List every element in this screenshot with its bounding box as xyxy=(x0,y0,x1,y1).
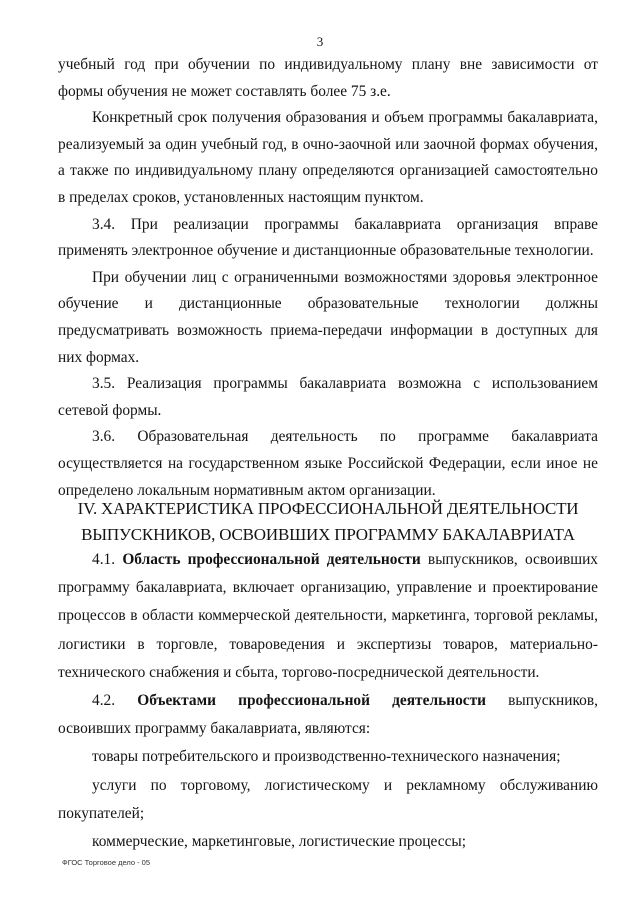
paragraph: 3.5. Реализация программы бакалавриата возможна с использованием сетевой формы. xyxy=(58,375,598,419)
page-number: 3 xyxy=(316,34,324,49)
paragraph: При обучении лиц с ограниченными возможностями здоровья электронное обучение и дистанционные образовательные технологии должны предусматривать возможность приема-передачи информации в доступных для них формах. xyxy=(58,268,598,366)
paragraph: учебный год при обучении по индивидуальному плану вне зависимости от формы обучения не может составлять более 75 з.е. xyxy=(58,56,598,100)
section-heading-line: ВЫПУСКНИКОВ, ОСВОИВШИХ ПРОГРАММУ БАКАЛАВРИАТА xyxy=(81,525,575,544)
clause-number: 4.1. xyxy=(92,551,116,568)
list-item: коммерческие, маркетинговые, логистические процессы; xyxy=(92,833,467,851)
paragraph-4-2 xyxy=(58,687,598,743)
section-heading-line: IV. ХАРАКТЕРИСТИКА ПРОФЕССИОНАЛЬНОЙ ДЕЯТЕЛЬНОСТИ xyxy=(77,499,579,518)
list-item: товары потребительского и производственно-технического назначения; xyxy=(92,748,561,766)
paragraph-text: выпускников, освоивших программу бакалавриата, включает организацию, управление и проектирование процессов в области коммерческой деятельности, маркетинга, торговой рекламы, логистики в торговле, товароведения и экспертизы товаров, материально-технического снабжения и сбыта, торгово-посреднической деятельности. xyxy=(58,551,599,681)
bold-term: Область профессиональной деятельности xyxy=(122,551,421,568)
footer-label: ФГОС Торговое дело - 05 xyxy=(62,858,151,867)
paragraph-4-1 xyxy=(58,546,598,687)
list-item: услуги по торговому, логистическому и рекламному обслуживанию покупателей; xyxy=(58,776,598,822)
paragraph: 3.4. При реализации программы бакалавриата организация вправе применять электронное обучение и дистанционные образовательные технологии. xyxy=(58,215,598,260)
paragraph: 3.6. Образовательная деятельность по программе бакалавриата осуществляется на государственном языке Российской Федерации, если иное не определено локальным нормативным актом организации. xyxy=(58,428,598,499)
section-iv-body xyxy=(58,546,598,856)
bold-term: Объектами профессиональной деятельности xyxy=(137,692,487,710)
paragraph-text: выпускников, освоивших программу бакалавриата, являются: xyxy=(58,692,598,738)
paragraph: Конкретный срок получения образования и объем программы бакалавриата, реализуемый за один учебный год, в очно-заочной или заочной формах обучения, а также по индивидуальному плану определяются организацией самостоятельно в пределах сроков, установленных настоящим пунктом. xyxy=(58,109,598,206)
section-heading xyxy=(58,496,598,548)
section-iii-continuation xyxy=(58,52,598,504)
clause-number: 4.2. xyxy=(92,692,116,710)
